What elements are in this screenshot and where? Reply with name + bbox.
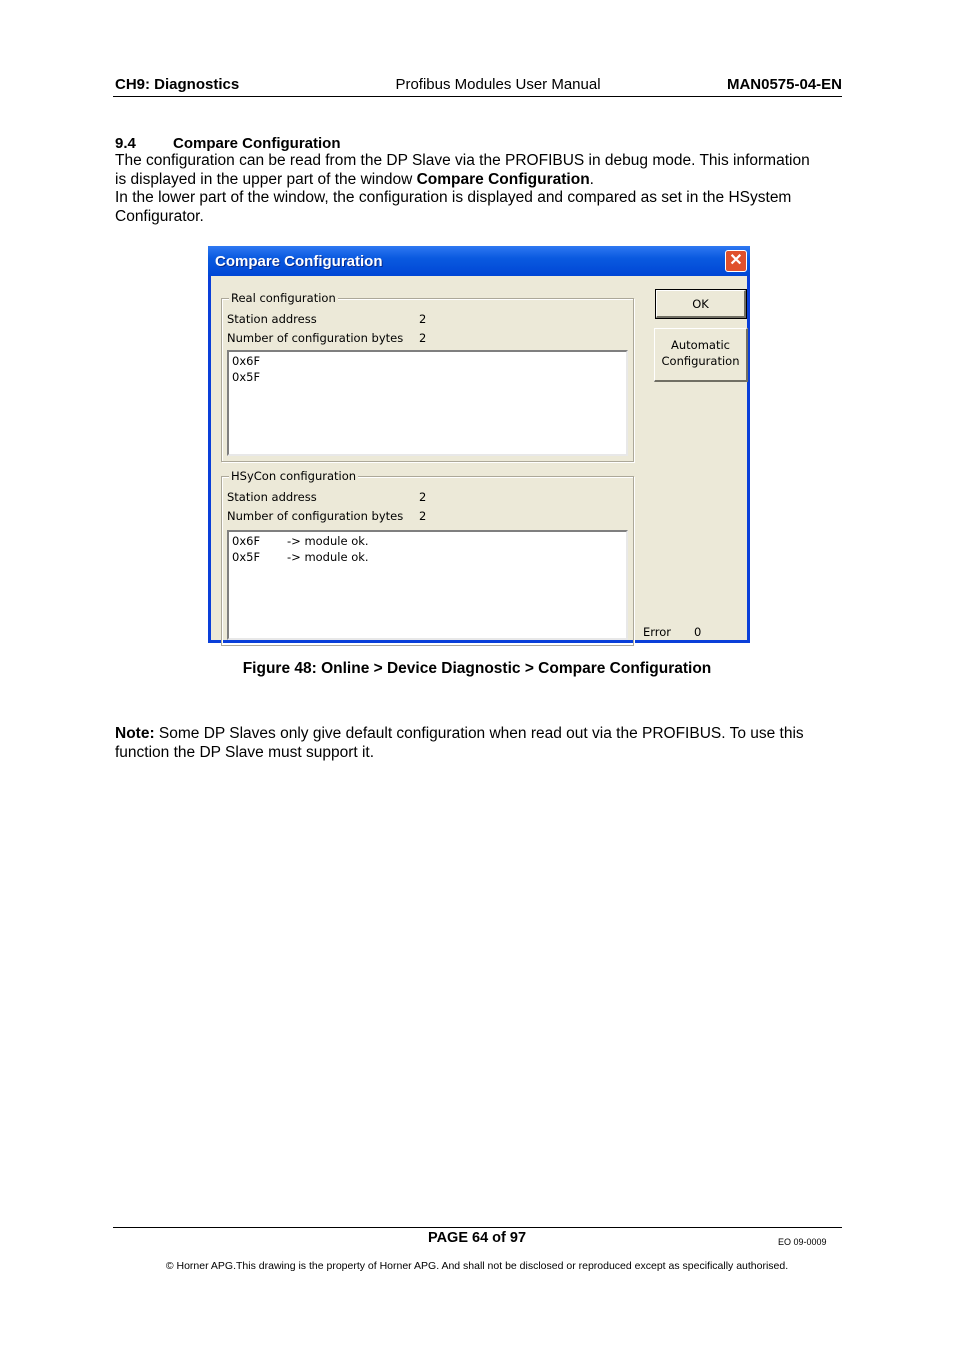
header-manual-title: Profibus Modules User Manual [395, 76, 601, 93]
paragraph-intro-line2-post: . [589, 170, 594, 188]
list-item[interactable]: 0x5F [232, 370, 261, 384]
note-line2: function the DP Slave must support it. [115, 744, 375, 761]
hsycon-config-bytes-label: Number of configuration bytes [227, 509, 404, 523]
hsycon-config-bytes-value: 2 [419, 509, 427, 523]
error-label: Error [643, 625, 672, 639]
real-station-address-label: Station address [227, 312, 317, 326]
dialog-titlebar[interactable] [208, 246, 750, 276]
list-item-status: -> module ok. [287, 550, 369, 564]
dialog-title: Compare Configuration [215, 253, 383, 270]
compare-configuration-dialog [208, 246, 750, 643]
paragraph-intro-bold: Compare Configuration [416, 170, 590, 188]
hsycon-station-address-value: 2 [419, 490, 427, 504]
section-number: 9.4 [115, 135, 136, 152]
real-configuration-legend: Real configuration [231, 291, 336, 305]
note-line1: Some DP Slaves only give default configuration when read out via the PROFIBUS. To use this [154, 725, 804, 742]
figure-caption: Figure 48: Online > Device Diagnostic > Compare Configuration [242, 660, 712, 677]
copyright-notice: © Horner APG.This drawing is the property of Horner APG. And shall not be disclosed or reproduced except as specifically authorised. [165, 1260, 789, 1272]
hsycon-configuration-list[interactable] [227, 530, 628, 640]
paragraph-lower [115, 189, 845, 226]
header-chapter: CH9: Diagnostics [115, 76, 240, 93]
header-rule [113, 96, 842, 97]
note-label: Note: [115, 725, 155, 742]
list-item-status: -> module ok. [287, 534, 369, 548]
automatic-configuration-button[interactable] [654, 328, 748, 382]
list-item-code[interactable]: 0x5F [232, 550, 261, 564]
dialog-client-area [211, 276, 747, 640]
note-paragraph [115, 724, 845, 762]
hsycon-configuration-legend: HSyCon configuration [231, 469, 357, 483]
real-station-address-value: 2 [419, 312, 427, 326]
paragraph-lower-line2: Configurator. [115, 207, 204, 225]
section-title: Compare Configuration [173, 135, 341, 152]
automatic-configuration-label-1: Automatic [671, 338, 730, 352]
paragraph-intro-line2-pre: is displayed in the upper part of the window [115, 170, 417, 188]
hsycon-station-address-label: Station address [227, 490, 317, 504]
close-icon[interactable]: ✕ [725, 250, 747, 272]
real-configuration-list[interactable] [227, 350, 628, 456]
paragraph-lower-line1: In the lower part of the window, the configuration is displayed and compared as set in the HSystem [115, 189, 792, 206]
automatic-configuration-label-2: Configuration [661, 354, 740, 368]
list-item[interactable]: 0x6F [232, 354, 261, 368]
page-number: PAGE 64 of 97 [427, 1230, 527, 1246]
footer-rule [113, 1227, 842, 1228]
real-config-bytes-value: 2 [419, 331, 427, 345]
list-item-code[interactable]: 0x6F [232, 534, 261, 548]
error-count: 0 [694, 625, 702, 639]
header-doc-number: MAN0575-04-EN [726, 76, 842, 93]
eo-number: EO 09-0009 [778, 1237, 827, 1247]
paragraph-intro [115, 152, 845, 189]
paragraph-intro-line1: The configuration can be read from the DP Slave via the PROFIBUS in debug mode. This information [115, 152, 810, 169]
real-config-bytes-label: Number of configuration bytes [227, 331, 404, 345]
ok-button[interactable]: OK [656, 290, 746, 318]
